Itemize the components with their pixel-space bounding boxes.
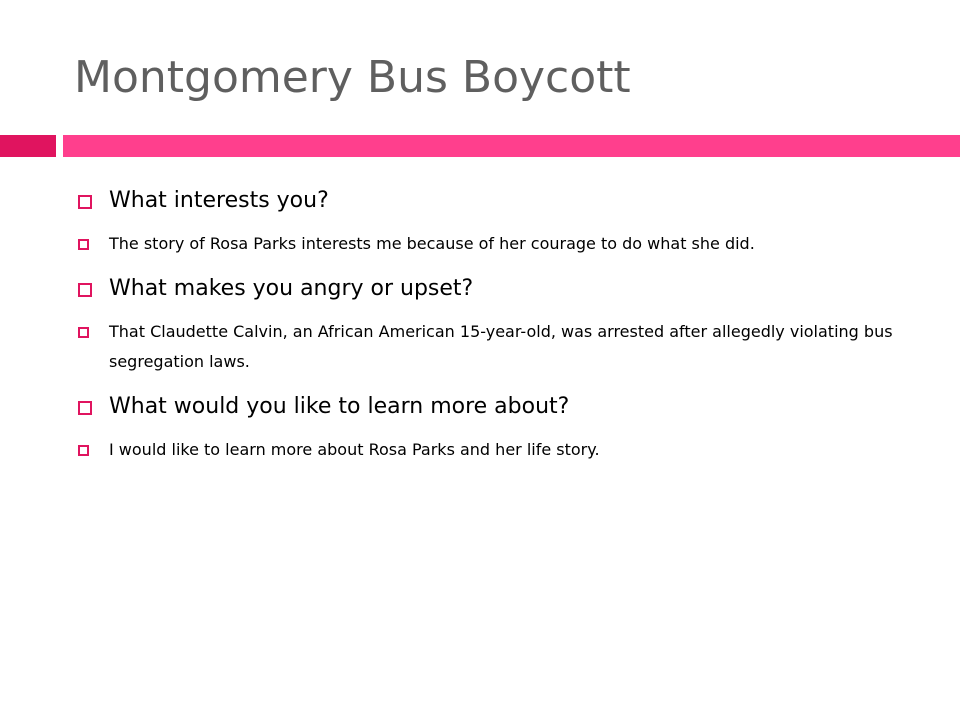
square-bullet-icon bbox=[78, 445, 89, 456]
bullet-answer-interests bbox=[74, 229, 894, 259]
bullet-text: That Claudette Calvin, an African American 15-year-old, was arrested after allegedly violating bus segregation laws. bbox=[109, 322, 893, 371]
bullet-question-interests bbox=[74, 185, 894, 217]
bullet-answer-learn bbox=[74, 435, 894, 465]
bullet-question-angry bbox=[74, 273, 894, 305]
bullet-text: What interests you? bbox=[109, 188, 329, 213]
bullet-text: I would like to learn more about Rosa Parks and her life story. bbox=[109, 440, 600, 459]
square-bullet-icon bbox=[78, 239, 89, 250]
bullet-text: What makes you angry or upset? bbox=[109, 276, 474, 301]
bullet-text: What would you like to learn more about? bbox=[109, 394, 570, 419]
square-bullet-icon bbox=[78, 401, 92, 415]
square-bullet-icon bbox=[78, 327, 89, 338]
accent-bar-right bbox=[63, 135, 960, 157]
bullet-answer-angry bbox=[74, 317, 894, 377]
bullet-list bbox=[74, 185, 894, 479]
slide-title: Montgomery Bus Boycott bbox=[74, 52, 631, 103]
bullet-question-learn bbox=[74, 391, 894, 423]
accent-bar-left bbox=[0, 135, 56, 157]
bullet-text: The story of Rosa Parks interests me because of her courage to do what she did. bbox=[109, 234, 755, 253]
square-bullet-icon bbox=[78, 195, 92, 209]
square-bullet-icon bbox=[78, 283, 92, 297]
